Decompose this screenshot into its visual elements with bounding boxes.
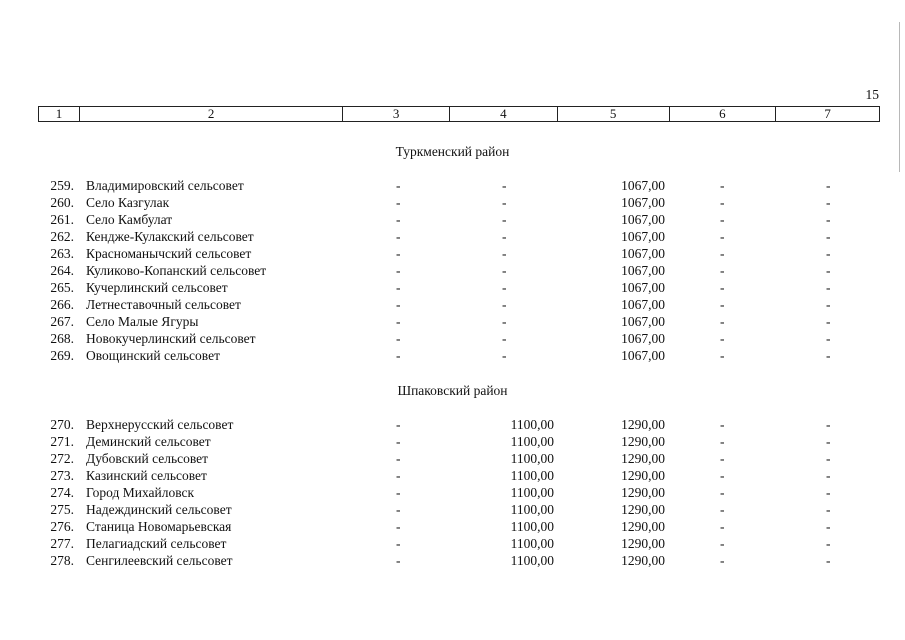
row-col-6: -: [720, 536, 725, 551]
table-row: [0, 330, 905, 347]
row-col-4: 1100,00: [510, 519, 554, 534]
row-col-6: -: [720, 434, 725, 449]
row-col-3: -: [396, 280, 401, 295]
row-number: 259.: [50, 178, 74, 193]
row-col-3: -: [396, 229, 401, 244]
row-name: Куликово-Копанский сельсовет: [86, 263, 267, 278]
row-col-3: -: [396, 553, 401, 568]
row-col-6: -: [720, 553, 725, 568]
table-row: [0, 296, 905, 313]
row-number: 272.: [50, 451, 74, 466]
row-col-5: 1067,00: [621, 178, 665, 193]
table-row: [0, 194, 905, 211]
row-col-3: -: [396, 348, 401, 363]
row-name: Новокучерлинский сельсовет: [86, 331, 256, 346]
row-col-7: -: [826, 519, 831, 534]
row-col-3: -: [396, 519, 401, 534]
row-col-3: -: [396, 178, 401, 193]
row-col-3: -: [396, 485, 401, 500]
row-col-6: -: [720, 451, 725, 466]
table-header: [38, 106, 880, 122]
row-col-4: -: [502, 229, 507, 244]
row-col-6: -: [720, 280, 725, 295]
header-col-2: 2: [80, 107, 343, 121]
row-col-3: -: [396, 331, 401, 346]
row-col-5: 1290,00: [621, 502, 665, 517]
row-col-6: -: [720, 485, 725, 500]
row-col-6: -: [720, 178, 725, 193]
row-col-7: -: [826, 451, 831, 466]
row-number: 278.: [50, 553, 74, 568]
row-name: Летнеставочный сельсовет: [86, 297, 241, 312]
table-row: [0, 501, 905, 518]
table-row: [0, 313, 905, 330]
row-name: Деминский сельсовет: [86, 434, 211, 449]
table-row: [0, 262, 905, 279]
row-col-6: -: [720, 502, 725, 517]
row-number: 275.: [50, 502, 74, 517]
row-col-7: -: [826, 468, 831, 483]
row-col-6: -: [720, 246, 725, 261]
row-col-6: -: [720, 195, 725, 210]
table-row: [0, 484, 905, 501]
row-number: 264.: [50, 263, 74, 278]
row-col-4: -: [502, 331, 507, 346]
page-number: 15: [865, 87, 879, 102]
row-col-4: 1100,00: [510, 468, 554, 483]
row-col-7: -: [826, 229, 831, 244]
row-number: 267.: [50, 314, 74, 329]
row-col-5: 1067,00: [621, 331, 665, 346]
header-col-6: 6: [670, 107, 777, 121]
header-col-5: 5: [558, 107, 670, 121]
row-name: Станица Новомарьевская: [86, 519, 232, 534]
row-col-5: 1067,00: [621, 297, 665, 312]
row-col-3: -: [396, 502, 401, 517]
row-name: Село Малые Ягуры: [86, 314, 199, 329]
row-col-3: -: [396, 212, 401, 227]
row-col-4: 1100,00: [510, 536, 554, 551]
row-number: 274.: [50, 485, 74, 500]
row-col-4: 1100,00: [510, 417, 554, 432]
row-number: 269.: [50, 348, 74, 363]
row-col-4: -: [502, 348, 507, 363]
row-name: Овощинский сельсовет: [86, 348, 220, 363]
row-col-3: -: [396, 417, 401, 432]
row-number: 268.: [50, 331, 74, 346]
row-number: 263.: [50, 246, 74, 261]
header-col-7: 7: [824, 106, 831, 121]
row-col-7: -: [826, 434, 831, 449]
row-col-4: 1100,00: [510, 434, 554, 449]
row-col-3: -: [396, 468, 401, 483]
section-title-turkmensky: Туркменский район: [395, 144, 510, 159]
row-col-7: -: [826, 263, 831, 278]
row-number: 277.: [50, 536, 74, 551]
row-col-3: -: [396, 246, 401, 261]
row-col-5: 1290,00: [621, 536, 665, 551]
row-col-7: -: [826, 178, 831, 193]
table-row: [0, 535, 905, 552]
header-col-1: 1: [39, 107, 80, 121]
table-row: [0, 211, 905, 228]
row-col-7: -: [826, 348, 831, 363]
row-col-4: -: [502, 195, 507, 210]
row-col-7: -: [826, 502, 831, 517]
row-col-4: -: [502, 297, 507, 312]
section-rows-turkmensky: [0, 177, 905, 364]
row-name: Город Михайловск: [86, 485, 195, 500]
row-name: Село Камбулат: [86, 212, 173, 227]
table-row: [0, 416, 905, 433]
row-col-5: 1290,00: [621, 417, 665, 432]
table-row: [0, 518, 905, 535]
row-col-7: -: [826, 297, 831, 312]
row-col-4: 1100,00: [510, 451, 554, 466]
row-col-5: 1067,00: [621, 195, 665, 210]
section-title-shpakovsky: Шпаковский район: [397, 383, 508, 398]
row-col-6: -: [720, 519, 725, 534]
row-name: Красноманычский сельсовет: [86, 246, 252, 261]
row-number: 261.: [50, 212, 74, 227]
row-name: Пелагиадский сельсовет: [86, 536, 227, 551]
row-col-4: -: [502, 246, 507, 261]
row-col-6: -: [720, 468, 725, 483]
row-col-6: -: [720, 331, 725, 346]
row-name: Кендже-Кулакский сельсовет: [86, 229, 254, 244]
row-number: 271.: [50, 434, 74, 449]
row-col-6: -: [720, 348, 725, 363]
row-col-4: -: [502, 263, 507, 278]
table-row: [0, 552, 905, 569]
row-col-7: -: [826, 212, 831, 227]
table-row: [0, 245, 905, 262]
row-col-5: 1067,00: [621, 212, 665, 227]
row-col-4: -: [502, 212, 507, 227]
row-name: Кучерлинский сельсовет: [86, 280, 228, 295]
row-col-5: 1290,00: [621, 553, 665, 568]
row-name: Казинский сельсовет: [86, 468, 207, 483]
row-col-7: -: [826, 314, 831, 329]
row-col-3: -: [396, 263, 401, 278]
row-number: 262.: [50, 229, 74, 244]
row-name: Верхнерусский сельсовет: [86, 417, 234, 432]
row-col-7: -: [826, 417, 831, 432]
row-col-3: -: [396, 536, 401, 551]
row-col-7: -: [826, 195, 831, 210]
row-name: Сенгилеевский сельсовет: [86, 553, 233, 568]
row-col-5: 1290,00: [621, 485, 665, 500]
row-number: 270.: [50, 417, 74, 432]
row-name: Владимировский сельсовет: [86, 178, 244, 193]
section-rows-shpakovsky: [0, 416, 905, 569]
row-col-5: 1290,00: [621, 451, 665, 466]
row-col-4: -: [502, 280, 507, 295]
row-col-5: 1067,00: [621, 229, 665, 244]
row-name: Село Казгулак: [86, 195, 170, 210]
table-row: [0, 177, 905, 194]
table-row: [0, 228, 905, 245]
header-col-4: 4: [450, 107, 558, 121]
row-col-6: -: [720, 417, 725, 432]
row-col-5: 1067,00: [621, 280, 665, 295]
table-row: [0, 433, 905, 450]
row-col-5: 1067,00: [621, 348, 665, 363]
row-col-4: 1100,00: [510, 502, 554, 517]
row-number: 260.: [50, 195, 74, 210]
row-col-7: -: [826, 485, 831, 500]
table-row: [0, 467, 905, 484]
row-col-7: -: [826, 536, 831, 551]
table-row: [0, 347, 905, 364]
header-col-3: 3: [343, 107, 450, 121]
row-col-3: -: [396, 434, 401, 449]
row-col-6: -: [720, 229, 725, 244]
row-col-4: -: [502, 178, 507, 193]
row-col-5: 1290,00: [621, 434, 665, 449]
row-col-6: -: [720, 212, 725, 227]
row-col-7: -: [826, 331, 831, 346]
row-col-6: -: [720, 314, 725, 329]
row-name: Дубовский сельсовет: [86, 451, 209, 466]
row-col-3: -: [396, 314, 401, 329]
row-col-4: -: [502, 314, 507, 329]
row-col-6: -: [720, 297, 725, 312]
row-col-7: -: [826, 280, 831, 295]
row-col-7: -: [826, 246, 831, 261]
row-number: 265.: [50, 280, 74, 295]
row-col-4: 1100,00: [510, 553, 554, 568]
row-col-5: 1290,00: [621, 468, 665, 483]
row-number: 273.: [50, 468, 74, 483]
table-row: [0, 279, 905, 296]
row-col-7: -: [826, 553, 831, 568]
row-col-5: 1067,00: [621, 246, 665, 261]
row-col-4: 1100,00: [510, 485, 554, 500]
row-name: Надеждинский сельсовет: [86, 502, 232, 517]
row-col-5: 1067,00: [621, 263, 665, 278]
row-col-5: 1067,00: [621, 314, 665, 329]
row-number: 276.: [50, 519, 74, 534]
row-col-5: 1290,00: [621, 519, 665, 534]
row-col-3: -: [396, 297, 401, 312]
row-col-6: -: [720, 263, 725, 278]
row-col-3: -: [396, 451, 401, 466]
row-col-3: -: [396, 195, 401, 210]
row-number: 266.: [50, 297, 74, 312]
table-row: [0, 450, 905, 467]
